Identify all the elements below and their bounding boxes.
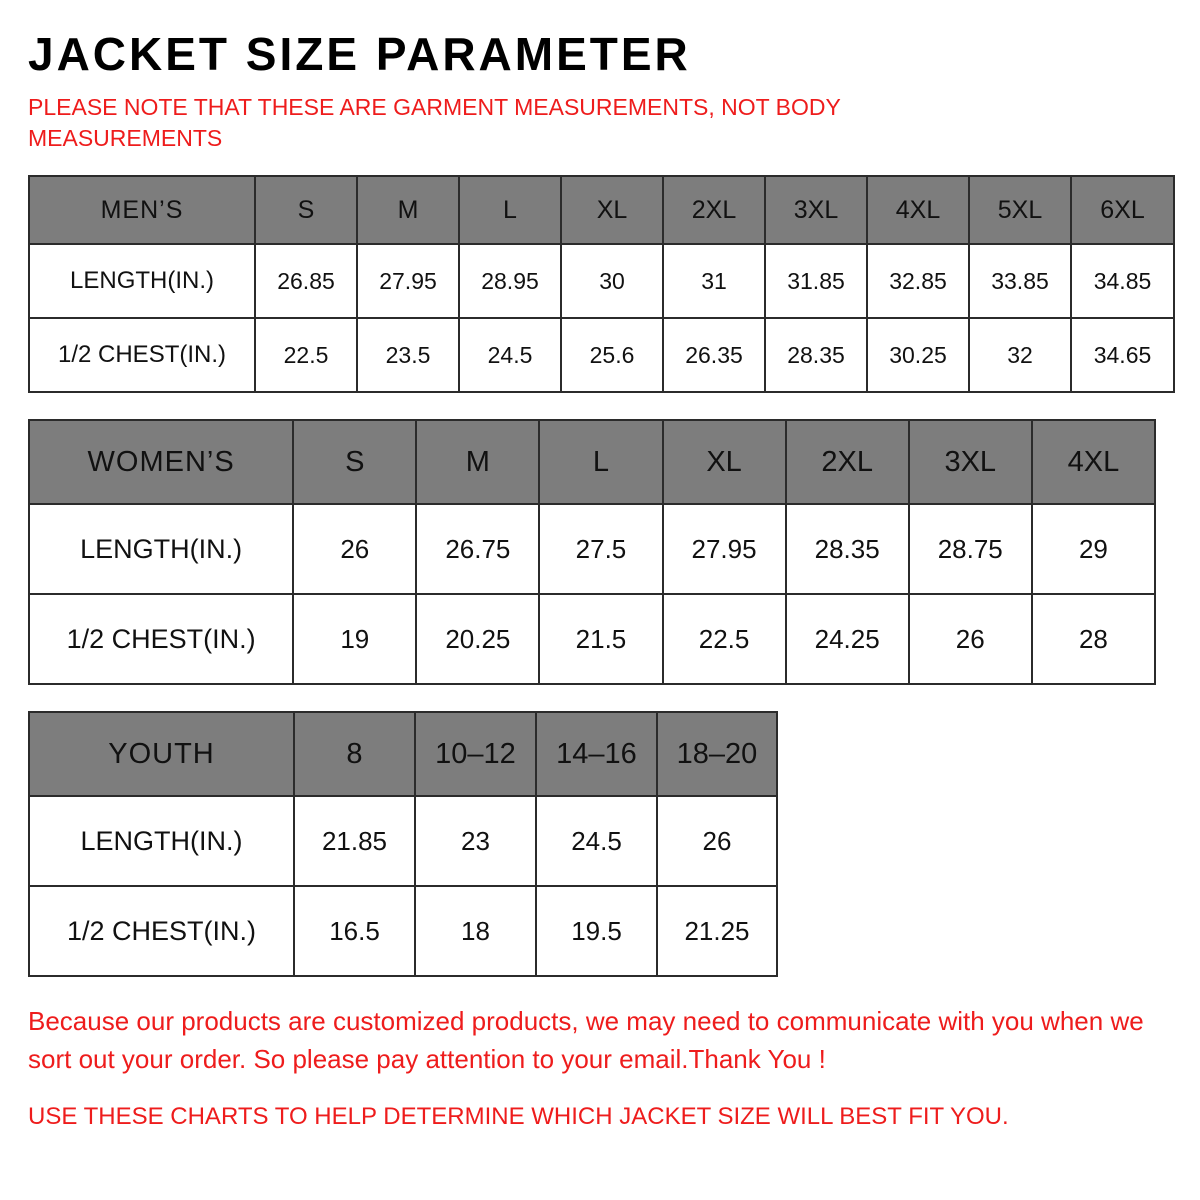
table-cell: 21.25 [657, 886, 777, 976]
row-label: 1/2 CHEST(IN.) [29, 318, 255, 392]
table-cell: 26 [909, 594, 1032, 684]
womens-size-table [28, 419, 1156, 685]
womens-header-size: 2XL [786, 420, 909, 504]
womens-header-label: WOMEN’S [29, 420, 293, 504]
table-row [29, 886, 777, 976]
table-header-row [29, 420, 1155, 504]
table-header-row [29, 712, 777, 796]
table-cell: 26.35 [663, 318, 765, 392]
table-cell: 28.95 [459, 244, 561, 318]
table-cell: 27.5 [539, 504, 662, 594]
table-cell: 22.5 [663, 594, 786, 684]
table-cell: 19 [293, 594, 416, 684]
table-cell: 23.5 [357, 318, 459, 392]
table-cell: 26.85 [255, 244, 357, 318]
table-cell: 34.65 [1071, 318, 1174, 392]
mens-header-size: 4XL [867, 176, 969, 244]
womens-header-size: S [293, 420, 416, 504]
mens-size-table [28, 175, 1175, 393]
mens-header-label: MEN’S [29, 176, 255, 244]
table-cell: 25.6 [561, 318, 663, 392]
row-label: 1/2 CHEST(IN.) [29, 886, 294, 976]
table-row [29, 594, 1155, 684]
womens-header-size: M [416, 420, 539, 504]
table-cell: 32 [969, 318, 1071, 392]
youth-header-size: 8 [294, 712, 415, 796]
mens-header-size: 2XL [663, 176, 765, 244]
mens-header-size: M [357, 176, 459, 244]
row-label: LENGTH(IN.) [29, 504, 293, 594]
table-header-row [29, 176, 1174, 244]
table-cell: 30 [561, 244, 663, 318]
table-cell: 21.85 [294, 796, 415, 886]
table-cell: 28.35 [765, 318, 867, 392]
youth-header-size: 10–12 [415, 712, 536, 796]
table-cell: 31 [663, 244, 765, 318]
table-cell: 29 [1032, 504, 1155, 594]
table-cell: 31.85 [765, 244, 867, 318]
youth-header-size: 18–20 [657, 712, 777, 796]
chart-usage-note: USE THESE CHARTS TO HELP DETERMINE WHICH JACKET SIZE WILL BEST FIT YOU. [28, 1103, 1009, 1131]
table-cell: 24.5 [459, 318, 561, 392]
youth-header-size: 14–16 [536, 712, 657, 796]
table-cell: 24.25 [786, 594, 909, 684]
table-cell: 21.5 [539, 594, 662, 684]
mens-header-size: S [255, 176, 357, 244]
table-cell: 27.95 [357, 244, 459, 318]
table-cell: 16.5 [294, 886, 415, 976]
table-cell: 28.35 [786, 504, 909, 594]
womens-header-size: 4XL [1032, 420, 1155, 504]
table-cell: 32.85 [867, 244, 969, 318]
womens-header-size: 3XL [909, 420, 1032, 504]
table-cell: 20.25 [416, 594, 539, 684]
table-cell: 34.85 [1071, 244, 1174, 318]
row-label: 1/2 CHEST(IN.) [29, 594, 293, 684]
womens-header-size: XL [663, 420, 786, 504]
table-row [29, 504, 1155, 594]
table-cell: 27.95 [663, 504, 786, 594]
mens-header-size: XL [561, 176, 663, 244]
page-title: JACKET SIZE PARAMETER [28, 28, 691, 80]
mens-header-size: 5XL [969, 176, 1071, 244]
mens-header-size: L [459, 176, 561, 244]
table-cell: 33.85 [969, 244, 1071, 318]
table-cell: 26 [657, 796, 777, 886]
table-cell: 24.5 [536, 796, 657, 886]
garment-measurement-note: PLEASE NOTE THAT THESE ARE GARMENT MEASUREMENTS, NOT BODY MEASUREMENTS [28, 94, 841, 151]
table-row [29, 318, 1174, 392]
table-row [29, 796, 777, 886]
table-cell: 23 [415, 796, 536, 886]
table-cell: 28 [1032, 594, 1155, 684]
customization-note: Because our products are customized products, we may need to communicate with you when we sort out your order. So please pay attention to your email.Thank You ! [28, 1006, 1144, 1074]
mens-header-size: 6XL [1071, 176, 1174, 244]
table-cell: 30.25 [867, 318, 969, 392]
youth-size-table [28, 711, 778, 977]
mens-header-size: 3XL [765, 176, 867, 244]
table-cell: 18 [415, 886, 536, 976]
table-cell: 19.5 [536, 886, 657, 976]
table-cell: 26 [293, 504, 416, 594]
row-label: LENGTH(IN.) [29, 244, 255, 318]
table-row [29, 244, 1174, 318]
table-cell: 26.75 [416, 504, 539, 594]
womens-header-size: L [539, 420, 662, 504]
row-label: LENGTH(IN.) [29, 796, 294, 886]
table-cell: 28.75 [909, 504, 1032, 594]
youth-header-label: YOUTH [29, 712, 294, 796]
table-cell: 22.5 [255, 318, 357, 392]
